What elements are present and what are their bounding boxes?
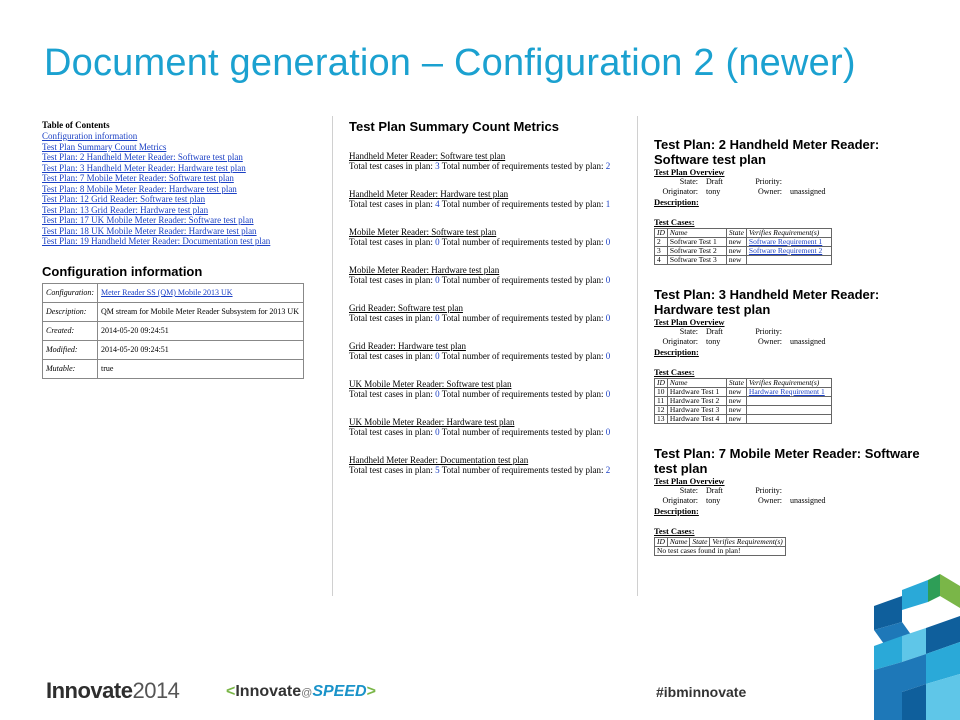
config-key: Created: xyxy=(43,321,98,340)
state-value: Draft xyxy=(706,486,723,495)
plan-heading: Test Plan: 7 Mobile Meter Reader: Software test plan xyxy=(654,446,920,476)
metric-reqs-label: Total number of requirements tested by plan: xyxy=(441,389,604,399)
config-key: Description: xyxy=(43,302,98,321)
cell-id: 12 xyxy=(655,406,668,415)
cell-id: 4 xyxy=(655,256,668,265)
metric-reqs-count: 0 xyxy=(605,389,611,399)
cell-requirement xyxy=(746,415,831,424)
metric-reqs-label: Total number of requirements tested by plan: xyxy=(441,275,604,285)
config-row xyxy=(43,321,304,340)
table-row xyxy=(655,547,786,556)
empty-message: No test cases found in plan! xyxy=(655,547,786,556)
col-state: State xyxy=(726,229,746,238)
cell-state: new xyxy=(726,388,746,397)
cell-name: Hardware Test 4 xyxy=(667,415,726,424)
innovate-logo xyxy=(46,678,179,704)
cell-name: Hardware Test 1 xyxy=(667,388,726,397)
col-name: Name xyxy=(667,379,726,388)
test-cases-heading: Test Cases: xyxy=(654,526,695,536)
metric-cases-count: 0 xyxy=(435,351,440,361)
originator-value: tony xyxy=(706,337,721,346)
cell-name: Software Test 3 xyxy=(667,256,726,265)
cell-state: new xyxy=(726,397,746,406)
state-label: State: xyxy=(679,486,698,495)
cell-id: 11 xyxy=(655,397,668,406)
cell-state: new xyxy=(726,256,746,265)
metric-cases-count: 4 xyxy=(435,199,440,209)
owner-label: Owner: xyxy=(758,337,782,346)
metric-reqs-label: Total number of requirements tested by plan: xyxy=(441,237,604,247)
config-table xyxy=(42,283,304,379)
metric-cases-label: Total test cases in plan: xyxy=(349,237,433,247)
table-row xyxy=(655,256,832,265)
priority-label: Priority: xyxy=(755,177,782,186)
metric-reqs-count: 2 xyxy=(605,465,611,475)
plans-panel xyxy=(638,116,920,596)
cell-state: new xyxy=(726,247,746,256)
toc-link[interactable]: Test Plan: 13 Grid Reader: Hardware test plan xyxy=(42,204,209,215)
metric-cases-count: 0 xyxy=(435,389,440,399)
metric-plan-name: Handheld Meter Reader: Documentation test plan xyxy=(349,455,529,465)
test-cases-table xyxy=(654,228,832,265)
plan-overview-row xyxy=(654,496,920,506)
innovate-logo-year: 2014 xyxy=(132,678,180,703)
metric-item xyxy=(349,265,637,286)
metric-cases-label: Total test cases in plan: xyxy=(349,389,433,399)
metric-reqs-count: 0 xyxy=(605,351,611,361)
metric-cases-label: Total test cases in plan: xyxy=(349,313,433,323)
plan-description-heading: Description: xyxy=(654,197,699,207)
plan-overview-heading: Test Plan Overview xyxy=(654,317,725,327)
state-value: Draft xyxy=(706,327,723,336)
priority-label: Priority: xyxy=(755,486,782,495)
test-cases-table xyxy=(654,378,832,424)
col-id: ID xyxy=(655,229,668,238)
metrics-panel xyxy=(332,116,638,596)
metric-reqs-label: Total number of requirements tested by plan: xyxy=(441,427,604,437)
metric-reqs-label: Total number of requirements tested by plan: xyxy=(441,351,604,361)
plan-description-heading: Description: xyxy=(654,347,699,357)
metric-item xyxy=(349,303,637,324)
metric-cases-count: 0 xyxy=(435,313,440,323)
metric-reqs-count: 0 xyxy=(605,237,611,247)
metric-item xyxy=(349,379,637,400)
col-name: Name xyxy=(667,538,690,547)
metric-reqs-label: Total number of requirements tested by plan: xyxy=(441,199,604,209)
metric-item xyxy=(349,341,637,362)
config-key: Modified: xyxy=(43,340,98,359)
toc-link[interactable]: Test Plan: 8 Mobile Meter Reader: Hardware test plan xyxy=(42,183,237,194)
metric-reqs-count: 0 xyxy=(605,313,611,323)
config-row xyxy=(43,359,304,378)
config-row xyxy=(43,302,304,321)
toc-link[interactable]: Test Plan: 12 Grid Reader: Software test plan xyxy=(42,194,206,204)
innovate-logo-text: Innovate xyxy=(46,678,133,703)
test-cases-heading: Test Cases: xyxy=(654,217,695,227)
speed-lt: < xyxy=(226,683,236,700)
cell-requirement-link[interactable]: Software Requirement 2 xyxy=(746,247,831,256)
state-value: Draft xyxy=(706,177,723,186)
toc-panel xyxy=(38,116,330,596)
cell-id: 2 xyxy=(655,238,668,247)
metric-plan-name: Mobile Meter Reader: Software test plan xyxy=(349,227,497,237)
toc-link[interactable]: Test Plan: 19 Handheld Meter Reader: Documentation test plan xyxy=(42,236,271,246)
speed-caps: SPEED xyxy=(312,683,367,700)
plan-overview-row xyxy=(654,486,920,496)
metric-plan-name: Mobile Meter Reader: Hardware test plan xyxy=(349,265,500,275)
metric-reqs-count: 0 xyxy=(605,275,611,285)
plan-overview-row xyxy=(654,327,920,337)
metric-reqs-label: Total number of requirements tested by plan: xyxy=(441,465,604,475)
plan-heading: Test Plan: 2 Handheld Meter Reader: Software test plan xyxy=(654,137,880,167)
cell-name: Hardware Test 2 xyxy=(667,397,726,406)
cell-state: new xyxy=(726,238,746,247)
plan-description-heading: Description: xyxy=(654,506,699,516)
plan-overview-row xyxy=(654,177,920,187)
metric-cases-count: 0 xyxy=(435,275,440,285)
col-state: State xyxy=(726,379,746,388)
metric-cases-label: Total test cases in plan: xyxy=(349,465,433,475)
toc-link[interactable]: Test Plan: 17 UK Mobile Meter Reader: Software test plan xyxy=(42,215,254,225)
cell-state: new xyxy=(726,415,746,424)
metric-item xyxy=(349,227,637,248)
state-label: State: xyxy=(679,327,698,336)
col-requirement: Verifies Requirement(s) xyxy=(710,538,785,547)
plan-overview-row xyxy=(654,337,920,347)
speed-gt: > xyxy=(366,683,376,700)
col-id: ID xyxy=(655,538,668,547)
metric-cases-label: Total test cases in plan: xyxy=(349,351,433,361)
metric-plan-name: Grid Reader: Hardware test plan xyxy=(349,341,466,351)
cube-graphic xyxy=(872,566,960,720)
metric-cases-label: Total test cases in plan: xyxy=(349,275,433,285)
plan-overview-heading: Test Plan Overview xyxy=(654,476,725,486)
cell-name: Hardware Test 3 xyxy=(667,406,726,415)
innovate-speed-logo xyxy=(226,683,376,701)
toc-link[interactable]: Test Plan: 7 Mobile Meter Reader: Software test plan xyxy=(42,173,234,183)
config-key: Mutable: xyxy=(43,359,98,378)
owner-value: unassigned xyxy=(790,187,826,196)
toc-list xyxy=(42,131,330,247)
cell-id: 13 xyxy=(655,415,668,424)
toc-title: Table of Contents xyxy=(42,120,110,130)
cell-requirement xyxy=(746,397,831,406)
owner-value: unassigned xyxy=(790,337,826,346)
originator-label: Originator: xyxy=(662,187,698,196)
metric-cases-count: 0 xyxy=(435,427,440,437)
plan-heading: Test Plan: 3 Handheld Meter Reader: Hardware test plan xyxy=(654,287,880,317)
config-value-link[interactable]: Meter Reader SS (QM) Mobile 2013 UK xyxy=(98,283,304,302)
config-value: true xyxy=(98,359,304,378)
config-value: 2014-05-20 09:24:51 xyxy=(98,321,304,340)
cell-id: 10 xyxy=(655,388,668,397)
owner-label: Owner: xyxy=(758,496,782,505)
slide-title: Document generation – Configuration 2 (newer) xyxy=(44,42,856,84)
speed-word: Innovate xyxy=(235,683,302,700)
col-requirement: Verifies Requirement(s) xyxy=(746,379,831,388)
metric-plan-name: UK Mobile Meter Reader: Hardware test plan xyxy=(349,417,515,427)
cell-requirement-link[interactable]: Hardware Requirement 1 xyxy=(746,388,831,397)
originator-label: Originator: xyxy=(662,337,698,346)
metric-reqs-count: 2 xyxy=(605,161,611,171)
cell-state: new xyxy=(726,406,746,415)
metric-cases-label: Total test cases in plan: xyxy=(349,199,433,209)
test-cases-table xyxy=(654,537,786,556)
metric-plan-name: Handheld Meter Reader: Software test plan xyxy=(349,151,506,161)
metric-reqs-count: 0 xyxy=(605,427,611,437)
col-name: Name xyxy=(667,229,726,238)
originator-value: tony xyxy=(706,496,721,505)
config-value: 2014-05-20 09:24:51 xyxy=(98,340,304,359)
cell-requirement xyxy=(746,406,831,415)
speed-at: @ xyxy=(301,687,313,699)
priority-label: Priority: xyxy=(755,327,782,336)
toc-link[interactable]: Test Plan: 2 Handheld Meter Reader: Software test plan xyxy=(42,152,243,162)
metric-reqs-count: 1 xyxy=(605,199,611,209)
metrics-heading: Test Plan Summary Count Metrics xyxy=(349,119,559,134)
owner-label: Owner: xyxy=(758,187,782,196)
col-state: State xyxy=(690,538,710,547)
owner-value: unassigned xyxy=(790,496,826,505)
config-value: QM stream for Mobile Meter Reader Subsystem for 2013 UK xyxy=(98,302,304,321)
cell-id: 3 xyxy=(655,247,668,256)
toc-link[interactable]: Test Plan: 18 UK Mobile Meter Reader: Hardware test plan xyxy=(42,225,257,236)
toc-link[interactable]: Test Plan Summary Count Metrics xyxy=(42,141,167,152)
cell-name: Software Test 1 xyxy=(667,238,726,247)
metric-cases-label: Total test cases in plan: xyxy=(349,427,433,437)
config-key: Configuration: xyxy=(43,283,98,302)
cell-name: Software Test 2 xyxy=(667,247,726,256)
toc-link[interactable]: Test Plan: 3 Handheld Meter Reader: Hardware test plan xyxy=(42,162,246,173)
col-id: ID xyxy=(655,379,668,388)
config-row xyxy=(43,340,304,359)
metric-item xyxy=(349,417,637,438)
test-cases-heading: Test Cases: xyxy=(654,367,695,377)
originator-label: Originator: xyxy=(662,496,698,505)
hashtag: #ibminnovate xyxy=(656,684,747,700)
plan-overview-heading: Test Plan Overview xyxy=(654,167,725,177)
metric-plan-name: Grid Reader: Software test plan xyxy=(349,303,463,313)
metric-item xyxy=(349,189,637,210)
originator-value: tony xyxy=(706,187,721,196)
metric-reqs-label: Total number of requirements tested by plan: xyxy=(441,161,604,171)
plan-overview-row xyxy=(654,187,920,197)
toc-link[interactable]: Configuration information xyxy=(42,131,138,141)
config-row xyxy=(43,283,304,302)
state-label: State: xyxy=(679,177,698,186)
table-row xyxy=(655,415,832,424)
config-heading: Configuration information xyxy=(42,263,203,279)
metric-cases-count: 3 xyxy=(435,161,440,171)
metric-cases-count: 0 xyxy=(435,237,440,247)
metric-item xyxy=(349,455,637,476)
metric-item xyxy=(349,151,637,172)
metric-plan-name: UK Mobile Meter Reader: Software test plan xyxy=(349,379,512,389)
metric-reqs-label: Total number of requirements tested by plan: xyxy=(441,313,604,323)
metric-plan-name: Handheld Meter Reader: Hardware test plan xyxy=(349,189,509,199)
cell-requirement-link[interactable]: Software Requirement 1 xyxy=(746,238,831,247)
metric-cases-count: 5 xyxy=(435,465,440,475)
metric-cases-label: Total test cases in plan: xyxy=(349,161,433,171)
cell-requirement xyxy=(746,256,831,265)
col-requirement: Verifies Requirement(s) xyxy=(746,229,831,238)
